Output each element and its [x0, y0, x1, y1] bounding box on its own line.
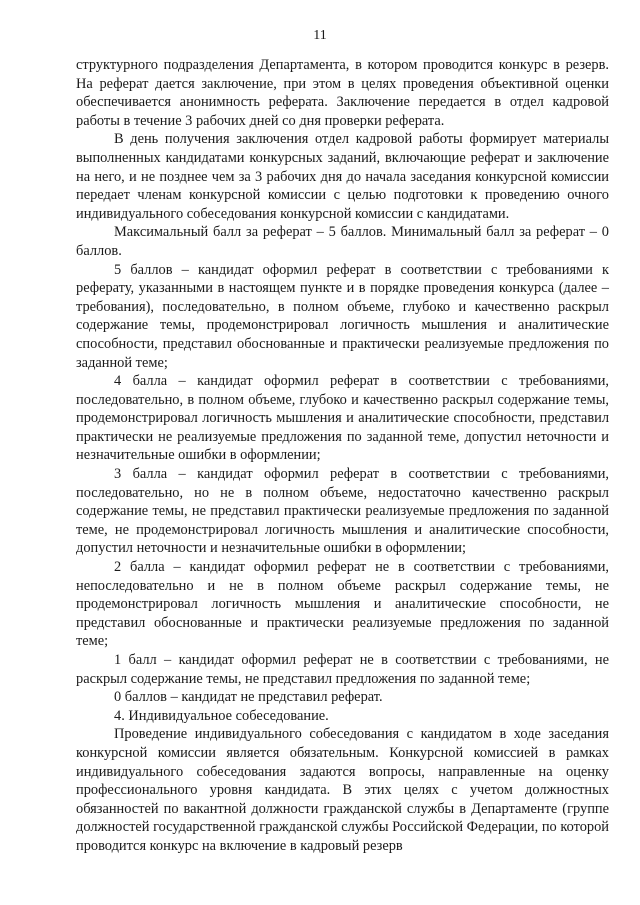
- paragraph-reviewer-conclusion: структурного подразделения Департамента, в котором проводится конкурс в резерв. На реферат дается заключение, при этом в целях проведения объективной оценки обеспечивается анонимность реферата. Заключение передается в отдел кадровой работы в течение 3 рабочих дней со дня проверки реферата.: [76, 57, 609, 129]
- paragraph-score-3: 3 балла – кандидат оформил реферат в соответствии с требованиями, последовательно, но не в полном объеме, недостаточно качественно раскрыл содержание темы, не представил практически реализуемые предложения по заданной теме, не продемонстрировал логичность мышления и аналитические способности, допустил неточности и незначительные ошибки в оформлении;: [76, 466, 609, 557]
- paragraph-score-0: 0 баллов – кандидат не представил реферат.: [114, 689, 383, 706]
- paragraph-score-1: 1 балл – кандидат оформил реферат не в соответствии с требованиями, не раскрыл содержание темы, не представил предложения по заданной теме;: [76, 652, 609, 687]
- paragraph-score-2: 2 балла – кандидат оформил реферат не в соответствии с требованиями, непоследовательно и не в полном объеме раскрыл содержание темы, не продемонстрировал логичность мышления и аналитические способности, не представил обоснованные и практически реализуемые предложения по заданной теме;: [76, 559, 609, 650]
- paragraph-score-range: Максимальный балл за реферат – 5 баллов. Минимальный балл за реферат – 0 баллов.: [76, 224, 609, 259]
- paragraph-score-5: 5 баллов – кандидат оформил реферат в соответствии с требованиями к реферату, указанными в настоящем пункте и в порядке проведения конкурса (далее – требования), последовательно, в полном объеме, глубоко и качественно раскрыл содержание темы, продемонстрировал логичность мышления и аналитические способности, представил обоснованные и практически реализуемые предложения по заданной теме;: [76, 261, 609, 371]
- section-heading-interview: 4. Индивидуальное собеседование.: [114, 707, 329, 724]
- page-number: 11: [313, 28, 327, 43]
- paragraph-interview: Проведение индивидуального собеседования с кандидатом в ходе заседания конкурсной комиссии является обязательным. Конкурсной комиссией в рамках индивидуального собеседования задаются вопросы, направленные на оценку профессионального уровня кандидата. В этих целях с учетом должностных обязанностей по вакантной должности гражданской службы в Департаменте (группе должностей государственной гражданской службы Российской Федерации, по которой проводится конкурс на включение в кадровый резерв: [76, 726, 609, 854]
- paragraph-score-4: 4 балла – кандидат оформил реферат в соответствии с требованиями, последовательно, в полном объеме, глубоко и качественно раскрыл содержание темы, продемонстрировал логичность мышления и аналитические способности, представил практически не реализуемые предложения по заданной теме, допустил неточности и незначительные ошибки в оформлении;: [76, 373, 609, 464]
- document-body: [76, 56, 609, 856]
- paragraph-materials-formation: В день получения заключения отдел кадровой работы формирует материалы выполненных кандидатами конкурсных заданий, включающие реферат и заключение на него, и не позднее чем за 3 рабочих дня до начала заседания конкурсной комиссии передает членам конкурсной комиссии с целью подготовки к проведению очного индивидуального собеседования конкурсной комиссии с кандидатами.: [76, 131, 609, 222]
